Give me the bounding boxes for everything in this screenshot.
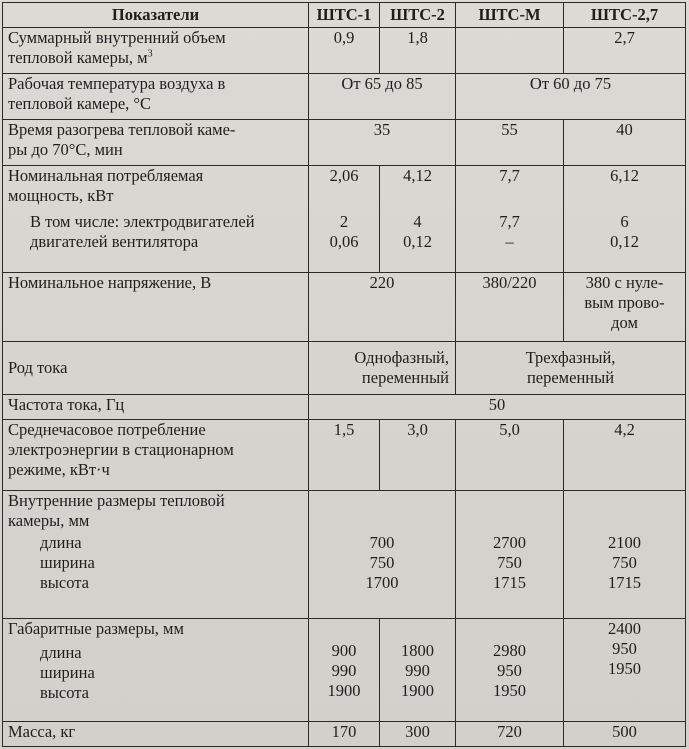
- label-volume-line1: Суммарный внутренний объем: [8, 28, 226, 48]
- header-shts-2-7: ШТС-2,7: [564, 3, 686, 28]
- label-overall-width: ширина: [40, 663, 95, 683]
- power-shts-1: [309, 166, 380, 273]
- consumption-shts-1: 1,5: [309, 419, 380, 490]
- header-row: [3, 3, 686, 28]
- power-shts-2-7-fan: 0,12: [610, 232, 639, 252]
- row-overall: [3, 619, 686, 722]
- row-volume: [3, 28, 686, 74]
- inner-shts-m-length: 2700: [493, 533, 526, 553]
- specs-table: [2, 2, 686, 747]
- header-shts-m: ШТС-М: [456, 3, 564, 28]
- label-mass: Масса, кг: [3, 721, 309, 746]
- heat-time-shts-1-2: 35: [309, 120, 456, 166]
- power-shts-m: [456, 166, 564, 273]
- overall-shts-2-length: 1800: [401, 641, 434, 661]
- inner-shts-1-2-width: 750: [369, 553, 395, 573]
- power-shts-2-7-total: 6,12: [610, 166, 639, 186]
- overall-shts-2-height: 1900: [401, 681, 434, 701]
- inner-shts-1-2: [309, 491, 456, 619]
- row-power: [3, 166, 686, 273]
- row-mass: [3, 721, 686, 746]
- header-shts-1: ШТС-1: [309, 3, 380, 28]
- label-temp: [3, 74, 309, 120]
- temp-shts-1-2: От 65 до 85: [309, 74, 456, 120]
- current-shts-1-2: [309, 342, 456, 394]
- inner-shts-2-7-height: 1715: [608, 573, 641, 593]
- power-shts-2-total: 4,12: [403, 166, 432, 186]
- voltage-shts-m: 380/220: [456, 273, 564, 342]
- label-heat-time-line2: ры до 70°С, мин: [8, 140, 123, 160]
- mass-shts-1: 170: [309, 721, 380, 746]
- row-voltage: [3, 273, 686, 342]
- power-shts-1-fan: 0,06: [329, 232, 359, 252]
- inner-shts-m: [456, 491, 564, 619]
- voltage-shts-2-7-line3: дом: [611, 313, 638, 333]
- label-inner-line2: камеры, мм: [8, 511, 90, 531]
- label-heat-time-line1: Время разогрева тепловой каме-: [8, 120, 236, 140]
- row-inner: [3, 491, 686, 619]
- label-inner: [3, 491, 309, 619]
- consumption-shts-2-7: 4,2: [564, 419, 686, 490]
- row-consumption: [3, 419, 686, 490]
- power-shts-2: [380, 166, 456, 273]
- current-shts-1-2-line2: переменный: [361, 368, 449, 388]
- row-heat-time: [3, 120, 686, 166]
- label-consumption-line3: режиме, кВт·ч: [8, 459, 110, 479]
- freq-all: 50: [309, 394, 686, 419]
- label-consumption-line1: Среднечасовое потребление: [8, 419, 206, 439]
- label-inner-line1: Внутренние размеры тепловой: [8, 491, 225, 511]
- label-overall-line1: Габаритные размеры, мм: [8, 619, 184, 639]
- power-shts-1-total: 2,06: [329, 166, 359, 186]
- label-overall-height: высота: [40, 683, 89, 703]
- overall-shts-1: [309, 619, 380, 722]
- label-inner-width: ширина: [40, 553, 95, 573]
- inner-shts-m-height: 1715: [493, 573, 526, 593]
- row-current: [3, 342, 686, 394]
- voltage-shts-2-7: [564, 273, 686, 342]
- voltage-shts-2-7-line1: 380 с нуле-: [585, 273, 664, 293]
- overall-shts-m-width: 950: [497, 661, 522, 681]
- overall-shts-2-7-length: 2400: [608, 619, 641, 639]
- label-inner-height: высота: [40, 573, 89, 593]
- power-shts-2-fan: 0,12: [403, 232, 432, 252]
- consumption-shts-m: 5,0: [456, 419, 564, 490]
- inner-shts-2-7: [564, 491, 686, 619]
- row-freq: [3, 394, 686, 419]
- label-overall-length: длина: [40, 643, 82, 663]
- overall-shts-2: [380, 619, 456, 722]
- mass-shts-2-7: 500: [564, 721, 686, 746]
- overall-shts-1-height: 1900: [327, 681, 361, 701]
- label-voltage: Номинальное напряжение, В: [3, 273, 309, 342]
- label-overall: [3, 619, 309, 722]
- power-shts-2-7-motors: 6: [620, 212, 629, 232]
- power-shts-2-motors: 4: [413, 212, 422, 232]
- label-power-fan: двигателей вентилятора: [30, 232, 199, 252]
- heat-time-shts-2-7: 40: [564, 120, 686, 166]
- overall-shts-1-width: 990: [331, 661, 357, 681]
- overall-shts-m-length: 2980: [493, 641, 526, 661]
- mass-shts-m: 720: [456, 721, 564, 746]
- label-inner-length: длина: [40, 533, 82, 553]
- volume-shts-1: 0,9: [309, 28, 380, 74]
- label-current: Род тока: [3, 342, 309, 394]
- overall-shts-2-7-width: 950: [612, 639, 637, 659]
- overall-shts-m-height: 1950: [493, 681, 526, 701]
- overall-shts-2-width: 990: [405, 661, 430, 681]
- volume-shts-2: 1,8: [380, 28, 456, 74]
- overall-shts-2-7: [564, 619, 686, 722]
- inner-shts-1-2-height: 1700: [365, 573, 399, 593]
- inner-shts-m-width: 750: [497, 553, 522, 573]
- label-volume: [3, 28, 309, 74]
- inner-shts-2-7-length: 2100: [608, 533, 641, 553]
- temp-shts-m-2-7: От 60 до 75: [456, 74, 686, 120]
- power-shts-1-motors: 2: [339, 212, 349, 232]
- current-shts-m-2-7-line1: Трехфазный,: [525, 348, 616, 368]
- mass-shts-2: 300: [380, 721, 456, 746]
- label-power-motors: В том числе: электродвигателей: [30, 212, 255, 232]
- label-volume-line2: тепловой камеры, м: [8, 48, 148, 68]
- label-heat-time: [3, 120, 309, 166]
- label-consumption: [3, 419, 309, 490]
- label-volume-sup: 3: [147, 48, 153, 60]
- current-shts-1-2-line1: Однофазный,: [354, 348, 449, 368]
- label-temp-line1: Рабочая температура воздуха в: [8, 74, 226, 94]
- overall-shts-m: [456, 619, 564, 722]
- label-freq: Частота тока, Гц: [3, 394, 309, 419]
- voltage-shts-1-2: 220: [309, 273, 456, 342]
- consumption-shts-2: 3,0: [380, 419, 456, 490]
- current-shts-m-2-7-line2: переменный: [526, 368, 615, 388]
- overall-shts-2-7-height: 1950: [608, 659, 641, 679]
- heat-time-shts-m: 55: [456, 120, 564, 166]
- header-shts-2: ШТС-2: [380, 3, 456, 28]
- power-shts-m-motors: 7,7: [499, 212, 520, 232]
- inner-shts-1-2-length: 700: [369, 533, 395, 553]
- power-shts-m-fan: –: [505, 232, 514, 252]
- label-power-line1: Номинальная потребляемая: [8, 166, 204, 186]
- power-shts-m-total: 7,7: [499, 166, 520, 186]
- label-temp-line2: тепловой камере, °С: [8, 94, 152, 114]
- label-power-line2: мощность, кВт: [8, 186, 114, 206]
- header-param: Показатели: [3, 3, 309, 28]
- overall-shts-1-length: 900: [331, 641, 357, 661]
- label-consumption-line2: электроэнергии в стационарном: [8, 439, 234, 459]
- current-shts-m-2-7: [456, 342, 686, 394]
- inner-shts-2-7-width: 750: [612, 553, 637, 573]
- label-power: [3, 166, 309, 273]
- volume-shts-2-7: 2,7: [564, 28, 686, 74]
- power-shts-2-7: [564, 166, 686, 273]
- voltage-shts-2-7-line2: вым прово-: [584, 293, 665, 313]
- row-temp: [3, 74, 686, 120]
- volume-shts-m: [456, 28, 564, 74]
